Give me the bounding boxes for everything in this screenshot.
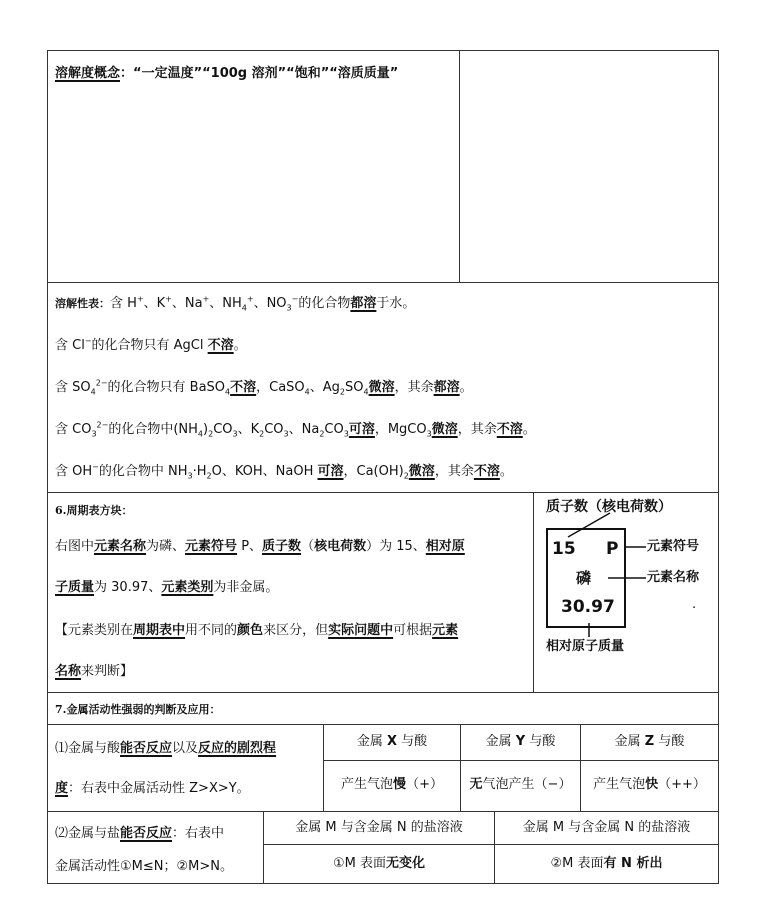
acid-header-z: 金属 Z 与酸 [614, 734, 685, 749]
arrow-top [568, 513, 610, 537]
table-border-left [47, 50, 48, 884]
table-border-right [718, 50, 719, 884]
solubility-table-title: 溶解性表： [55, 297, 110, 310]
element-symbol-label: 元素符号 [647, 539, 700, 554]
salt-header-1: 金属 M 与含金属 N 的盐溶液 [295, 820, 463, 835]
acid-header-y: 金属 Y 与酸 [485, 734, 556, 749]
acid-result-x: 产生气泡慢（+） [341, 777, 443, 792]
diagram-top-label: 质子数（核电荷数） [546, 499, 672, 515]
element-mass-label: 相对原子质量 [546, 639, 625, 654]
divider-1-v [459, 50, 460, 282]
acid-header-x: 金属 X 与酸 [356, 734, 428, 749]
divider-4 [47, 724, 718, 725]
periodic-block-text-2: 子质量为 30.97、元素类别为非金属。 [55, 580, 279, 595]
solubility-table-line3: 含 $SO_4^{2-}$的化合物只有 BaSO$_4$不溶，CaSO$_4$、$Ag_2SO_4$微溶，其余都溶。 [55, 378, 473, 397]
divider-1 [47, 282, 718, 283]
divider-3 [47, 692, 718, 693]
solubility-table-line2: 含 Cl−的化合物只有 AgCl 不溶。 [55, 336, 247, 353]
solubility-table-line5: 含 OH−的化合物中 $NH_3\cdot H_2O$、KOH、NaOH 可溶，$Ca(OH)_2$微溶，其余不溶。 [55, 462, 513, 481]
divider-5 [47, 811, 718, 812]
element-diagram [534, 493, 718, 692]
periodic-block-text-4: 名称来判断】 [55, 664, 134, 679]
divider-4-h [323, 760, 718, 761]
acid-result-y: 无气泡产生（−） [469, 777, 572, 792]
diagram-lines [534, 493, 718, 692]
solubility-concept: 溶解度概念：“一定温度”“100g 溶剂”“饱和”“溶质质量” [55, 66, 399, 81]
element-name: 磷 [576, 569, 592, 587]
salt-result-1: ①M 表面无变化 [332, 856, 426, 871]
element-name-label: 元素名称 [647, 570, 700, 585]
table-border-bottom [47, 883, 719, 884]
solubility-table-line1: 溶解性表：含 H+、K+、Na+、$NH_4^+$、$NO_3^-$的化合物都溶于水。 [55, 294, 416, 313]
periodic-block-title: 6.周期表方块： [55, 504, 133, 517]
metal-acid-text-2: 度：右表中金属活动性 Z>X>Y。 [55, 781, 250, 796]
salt-header-2: 金属 M 与含金属 N 的盐溶液 [522, 820, 691, 835]
solubility-table-line4: 含 $CO_3^{2-}$的化合物中$(NH_4)_2CO_3$、$K_2CO_3$、$Na_2CO_3$可溶，MgCO$_3$微溶，其余不溶。 [55, 420, 536, 439]
solubility-concept-label: 溶解度概念 [55, 66, 121, 81]
periodic-block-text-3: 【元素类别在周期表中用不同的颜色来区分，但实际问题中可根据元素 [55, 623, 459, 638]
metal-activity-title: 7.金属活动性强弱的判断及应用： [55, 703, 221, 716]
metal-salt-text-1: ⑵金属与盐能否反应：右表中 [55, 826, 225, 841]
element-number: 15 [552, 539, 576, 559]
salt-result-2: ②M 表面有 N 析出 [550, 856, 663, 871]
periodic-block-text-1: 右图中元素名称为磷、元素符号 P、质子数（核电荷数）为 15、相对原 [55, 539, 465, 554]
solubility-concept-terms: “一定温度”“100g 溶剂”“饱和”“溶质质量” [133, 66, 399, 81]
metal-salt-text-2: 金属活动性①M≤N；②M>N。 [55, 859, 233, 874]
acid-result-z: 产生气泡快（++） [593, 777, 706, 792]
divider-5-h [263, 844, 718, 845]
element-symbol: P [606, 539, 619, 559]
metal-acid-text-1: ⑴金属与酸能否反应以及反应的剧烈程 [55, 741, 277, 756]
table-border-top [47, 50, 718, 51]
element-dot: . [692, 597, 697, 612]
element-mass: 30.97 [561, 597, 615, 617]
